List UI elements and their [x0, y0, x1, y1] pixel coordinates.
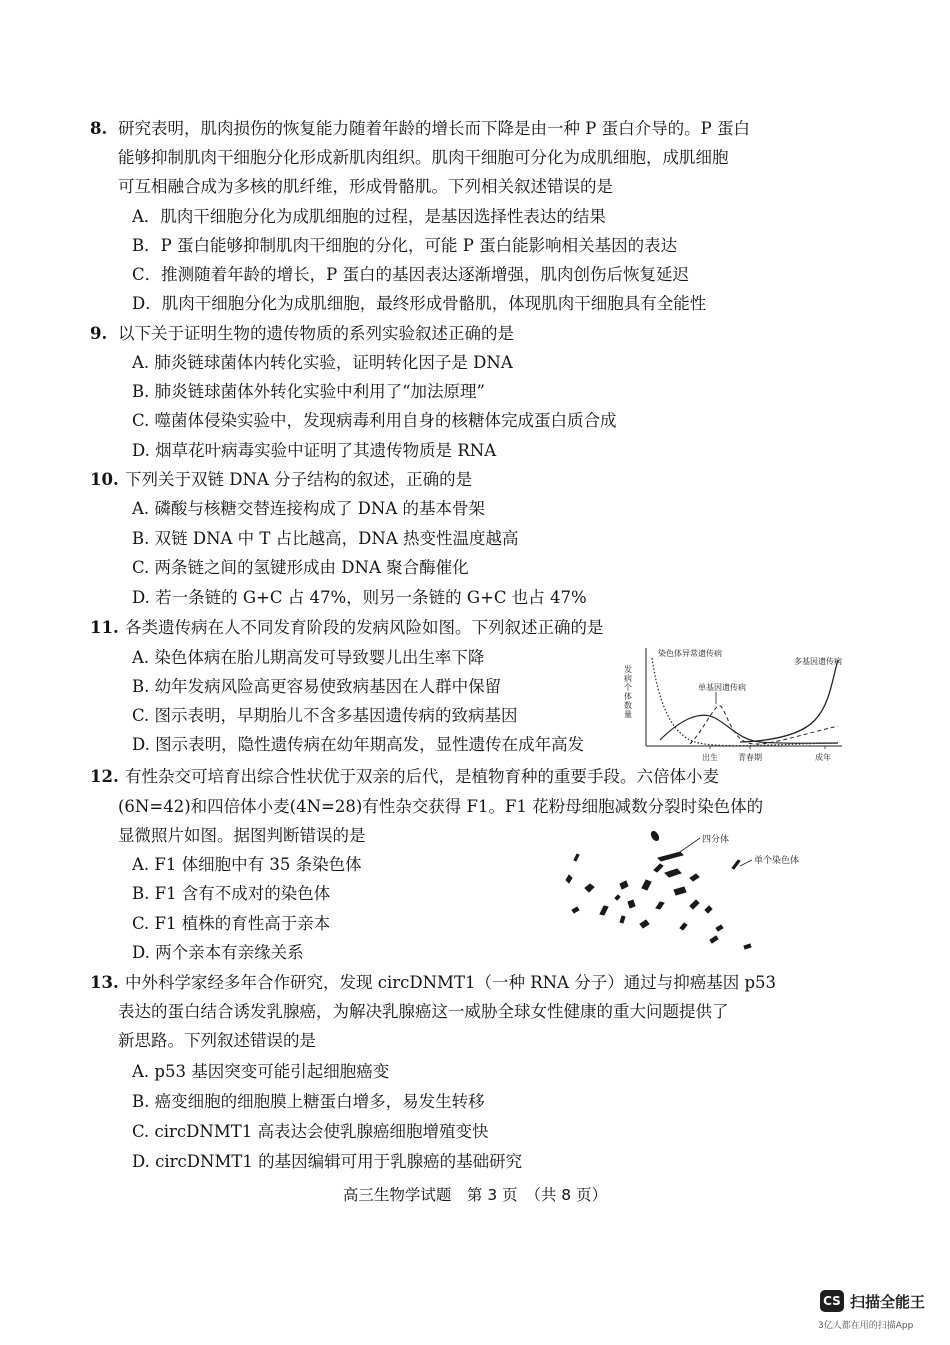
- figure-12-label-single-chromosome: 单个染色体: [754, 856, 800, 866]
- question-8-stem-line-2: 能够抑制肌肉干细胞分化形成新肌肉组织。肌肉干细胞可分化为成肌细胞，成肌细胞: [118, 148, 729, 167]
- question-11-option-c: C. 图示表明，早期胎儿不含多基因遗传病的致病基因: [132, 706, 518, 725]
- figure-12-pointer-chromosome: [740, 860, 752, 866]
- question-9-number: 9.: [90, 324, 108, 343]
- question-8-stem-line-1: 研究表明，肌肉损伤的恢复能力随着年龄的增长而下降是由一种 P 蛋白介导的。P 蛋白: [118, 119, 750, 138]
- question-9-option-a: A. 肺炎链球菌体内转化实验，证明转化因子是 DNA: [132, 353, 513, 372]
- question-13-stem-line-1: 中外科学家经多年合作研究，发现 circDNMT1（一种 RNA 分子）通过与抑癌基因 p53: [125, 973, 777, 992]
- question-10-option-a: A. 磷酸与核糖交替连接构成了 DNA 的基本骨架: [132, 499, 485, 518]
- question-8-option-b: B．P 蛋白能够抑制肌肉干细胞的分化，可能 P 蛋白能影响相关基因的表达: [132, 236, 678, 255]
- scanner-logo-icon: CS: [820, 1290, 844, 1312]
- question-12-option-c: C. F1 植株的育性高于亲本: [132, 914, 331, 933]
- figure-11-ylabel: 发病个体数量: [624, 665, 632, 719]
- figure-11-chromosome-curve: [652, 658, 838, 746]
- figure-12-micrograph: [560, 828, 810, 953]
- figure-11-polygenic-curve: [740, 660, 838, 742]
- question-12-stem-line-2: (6N=42)和四倍体小麦(4N=28)有性杂交获得 F1。F1 花粉母细胞减数分裂时染色体的: [118, 797, 764, 816]
- question-8-option-d: D．肌肉干细胞分化为成肌细胞，最终形成骨骼肌，体现肌肉干细胞具有全能性: [132, 294, 707, 313]
- question-12-option-b: B. F1 含有不成对的染色体: [132, 884, 331, 903]
- figure-11-xtick-birth: 出生: [702, 753, 718, 762]
- question-11-option-d: D. 图示表明，隐性遗传病在幼年期高发，显性遗传在成年高发: [132, 735, 585, 754]
- question-9-option-c: C. 噬菌体侵染实验中，发现病毒利用自身的核糖体完成蛋白质合成: [132, 411, 617, 430]
- question-12-stem-line-3: 显微照片如图。据图判断错误的是: [118, 826, 366, 845]
- question-13-option-b: B. 癌变细胞的细胞膜上糖蛋白增多，易发生转移: [132, 1092, 485, 1111]
- question-13-stem-line-3: 新思路。下列叙述错误的是: [118, 1031, 316, 1050]
- question-11-option-b: B. 幼年发病风险高更容易使致病基因在人群中保留: [132, 677, 502, 696]
- question-10-option-d: D. 若一条链的 G+C 占 47%，则另一条链的 G+C 也占 47%: [132, 588, 587, 607]
- question-9-option-d: D. 烟草花叶病毒实验中证明了其遗传物质是 RNA: [132, 441, 497, 460]
- figure-11-xtick-puberty: 青春期: [738, 753, 762, 762]
- question-13-option-c: C. circDNMT1 高表达会使乳腺癌细胞增殖变快: [132, 1122, 489, 1141]
- question-12-number: 12.: [90, 767, 119, 786]
- question-8-stem-line-3: 可互相融合成为多核的肌纤维，形成骨骼肌。下列相关叙述错误的是: [118, 177, 613, 196]
- question-8-option-c: C．推测随着年龄的增长，P 蛋白的基因表达逐渐增强，肌肉创伤后恢复延迟: [132, 265, 689, 284]
- question-10-option-b: B. 双链 DNA 中 T 占比越高，DNA 热变性温度越高: [132, 529, 519, 548]
- figure-11-label-polygenic: 多基因遗传病: [794, 657, 842, 666]
- figure-11-single-gene-curve: [660, 715, 838, 743]
- question-9-stem: 以下关于证明生物的遗传物质的系列实验叙述正确的是: [118, 324, 514, 343]
- question-8-number: 8.: [90, 119, 108, 138]
- question-12-option-d: D. 两个亲本有亲缘关系: [132, 943, 304, 962]
- page-footer: 高三生物学试题 第 3 页 （共 8 页）: [342, 1186, 608, 1204]
- question-8-option-a: A．肌肉干细胞分化为成肌细胞的过程，是基因选择性表达的结果: [132, 207, 606, 226]
- figure-11-label-single-gene: 单基因遗传病: [698, 683, 746, 692]
- figure-12-label-tetrad: 四分体: [702, 835, 730, 845]
- question-13-option-d: D. circDNMT1 的基因编辑可用于乳腺癌的基础研究: [132, 1152, 523, 1171]
- figure-11-dashed-curve: [690, 706, 838, 744]
- figure-11-xtick-adult: 成年: [815, 753, 831, 762]
- question-10-stem: 下列关于双链 DNA 分子结构的叙述，正确的是: [125, 470, 473, 489]
- question-12-stem-line-1: 有性杂交可培育出综合性状优于双亲的后代，是植物育种的重要手段。六倍体小麦: [125, 767, 719, 786]
- scanner-app-name: 扫描全能王: [850, 1293, 926, 1311]
- question-13-option-a: A. p53 基因突变可能引起细胞癌变: [132, 1062, 390, 1081]
- figure-12-pointer-tetrad: [680, 838, 700, 852]
- figure-11-label-chromosome: 染色体异常遗传病: [658, 649, 722, 658]
- question-13-stem-line-2: 表达的蛋白结合诱发乳腺癌，为解决乳腺癌这一威胁全球女性健康的重大问题提供了: [118, 1002, 729, 1021]
- question-11-stem: 各类遗传病在人不同发育阶段的发病风险如图。下列叙述正确的是: [125, 618, 604, 637]
- scanner-app-subtitle: 3亿人都在用的扫描App: [818, 1321, 914, 1331]
- question-13-number: 13.: [90, 973, 119, 992]
- question-10-option-c: C. 两条链之间的氢键形成由 DNA 聚合酶催化: [132, 558, 469, 577]
- question-11-number: 11.: [90, 618, 119, 637]
- question-10-number: 10.: [90, 470, 119, 489]
- question-9-option-b: B. 肺炎链球菌体外转化实验中利用了“加法原理”: [132, 382, 485, 401]
- question-11-option-a: A. 染色体病在胎儿期高发可导致婴儿出生率下降: [132, 648, 485, 667]
- question-12-option-a: A. F1 体细胞中有 35 条染色体: [132, 855, 362, 874]
